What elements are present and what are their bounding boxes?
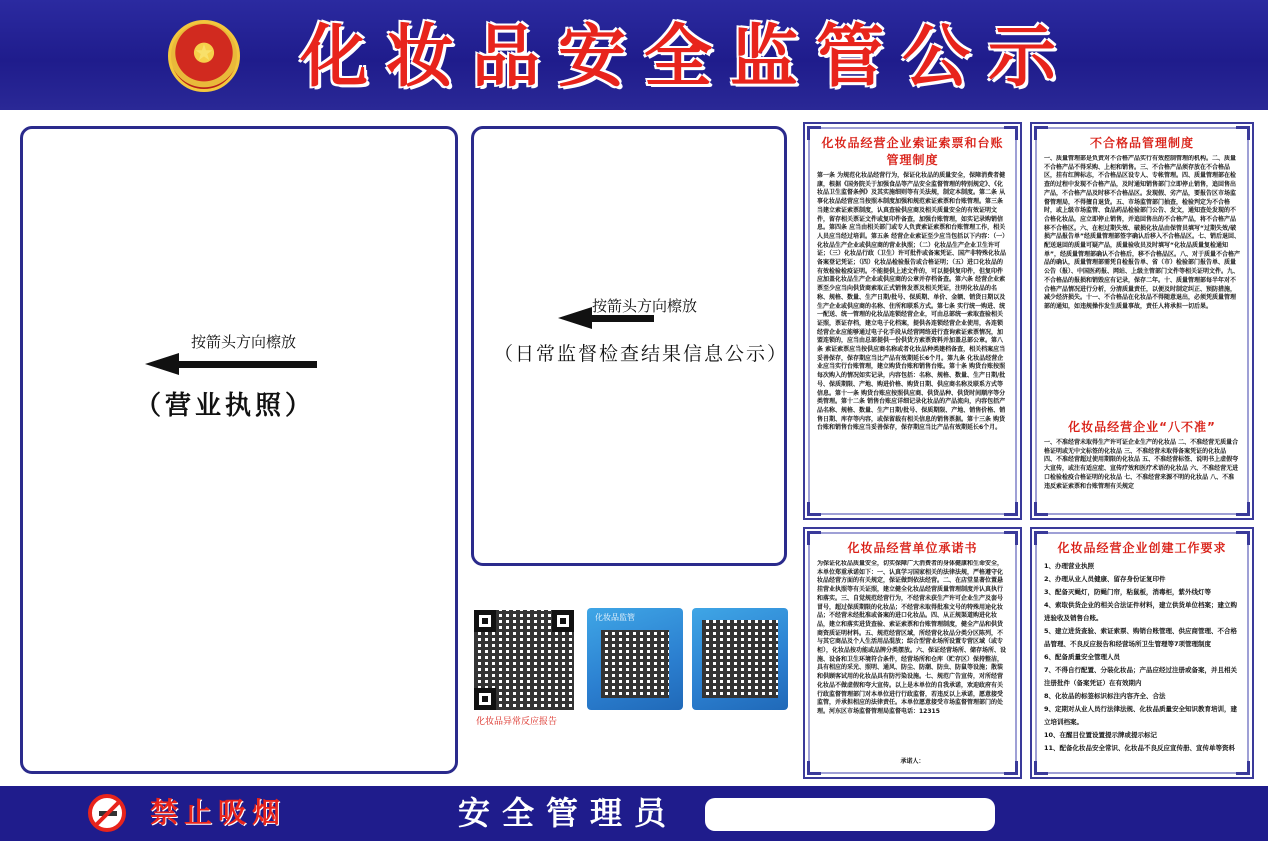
no-smoking-icon	[88, 794, 126, 832]
qr-code-image	[702, 620, 778, 698]
qr-card-1	[587, 608, 683, 710]
requirement-item: 4、索取供货企业的相关合法证件材料，建立供货单位档案；建立购进验收及销售台账。	[1044, 601, 1238, 622]
national-emblem-icon: ★	[168, 20, 240, 92]
requirement-item: 9、定期对从业人员行法律法规、化妆品质量安全知识教育培训，建立培训档案。	[1044, 705, 1238, 726]
header-banner	[0, 0, 1268, 110]
qr-card-2	[692, 608, 788, 710]
signature-label: 承诺人：	[900, 758, 925, 765]
qr-code-image	[601, 630, 669, 698]
left-arrow-icon	[145, 353, 317, 375]
requirement-item: 7、不得自行配置、分装化妆品；产品应经过注册或备案，并且相关注册批件（备案凭证）在有效期内	[1044, 666, 1238, 687]
no-smoking-label: 禁止吸烟	[150, 796, 287, 829]
commitment-doc	[803, 527, 1022, 779]
doc-title: 化妆品经营单位承诺书	[847, 541, 978, 555]
doc-body: 为保证化妆品质量安全，切实保障广大消费者的身体健康和生命安全，本单位郑重承诺如下：一、认真学习国家相关的法律法规，严格遵守化妆品经营方面的有关规定，保证做到依法经营。二、在店堂显著位置悬挂营业执照等有关证照，建立健全化妆品经营质量管理制度并认真执行和落实。三、自觉规范经营行为，不经营未获生产许可企业生产及套号冒号，超过保质期限的化妆品；不经营未取得批准文号的特殊用途化妆品；不经营未经批准或备案的进口化妆品。四、从正规渠道购进化妆品，建立和落实进货查验、索证索票和台账管理制度，健全产品和供货商资质证明材料。五、规范经营区域，所经营化妆品分类分区陈列，不与其它商品及个人生活用品混放；综合型营业场所设置专营区域（或专柜），化妆品按功能或品牌分类摆放。六、保证经营场所、储存场所、设施、设备和卫生环境符合条件，经营场所和仓库（贮存区）保持整洁，具有相应的采光、照明、通风、防尘、防潮、防虫、防鼠等设施；散装和供顾客试用的化妆品具有防污染设施。七、规范广告宣传，对所经营化妆品不做虚假和夸大宣传。以上是本单位的自我承诺，欢迎政府有关行政监督管理部门对本单位进行行政监督，若违反以上承诺，愿意接受监管，并承担相应的法律责任。本单位愿意接受市场监督管理部门的处理。河东区市场监督管理局监督电话：12315	[817, 560, 1007, 715]
requirements-doc	[1030, 527, 1254, 779]
requirement-item: 11、配备化妆品安全常识、化妆品不良反应宣传册、宣传单等资料	[1044, 744, 1236, 752]
doc-title: 不合格品管理制度	[1089, 136, 1194, 150]
doc-title: 化妆品经营企业创建工作要求	[1057, 541, 1227, 555]
business-license-panel	[20, 126, 458, 774]
doc-body: 一、质量管理部是负责对不合格产品实行有效控制管理的机构。二、质量不合格产品不得采购、上柜和销售。三、不合格产品须存放在不合格品区，挂有红牌标志，不合格品区设专人、专帐管理。四、质量管理部在检查的过程中发现不合格产品，及时通知销售部门立即停止销售，追回售出产品，不合格产品及时移不合格品区。发现假、劣产品，要报告区市场监督管理局，不得擅自退货。五、市场监管部门抽查，检验判定为不合格时，或上级市场监管、食品药品检验部门公告、发文，通知查处发现的不合格化妆品，应立即停止销售，并追回售出的不合格产品，将不合格产品移不合格区。六、在柜过期失效、破损化妆品由保管员填写“过期失效/破损产品报告单”经质量管理部签字确认后移入不合格品区。七、销后退回、配送退回的质量可疑产品，质量验收员及时填写“化妆品质量复检通知单”，经质量管理部确认不合格后，移不合格品区。八、对于质量不合格产品的确认，质量管理部需凭自检报告单、省（市）检验部门报告单、质量公告（报）、中国医药报、网站、上级主管部门文件等相关证明文件。九、不合格品的报损和销毁应有记录，保存二年。十、质量管理部每半年对不合格产品情况进行分析，分清质量责任，以便及时制定纠正、预防措施，减少经济损失。十一、不合格品在化妆品不得随意退出，必须凭质量管理部的通知，如违规操作发生质量事故，责任人将承担一切后果。	[1044, 155, 1240, 310]
safety-officer-field[interactable]	[705, 798, 995, 831]
doc-title: 化妆品经营企业索证索票和台账管理制度	[821, 136, 1004, 167]
left-arrow-icon	[558, 307, 654, 329]
arrow-hint: 按箭头方向檫放	[191, 333, 297, 351]
page-title: 化妆品安全监管公示	[300, 17, 1075, 97]
requirement-item: 5、建立进货查验、索证索票、购销台账管理、供应商管理、不合格品管理、不良反应报告和经营场所卫生管理等7项管理制度	[1044, 627, 1238, 648]
business-license-label: （营业执照）	[135, 391, 316, 421]
safety-officer-label: 安全管理员	[458, 794, 679, 832]
requirement-item: 3、配备灭蝇灯，防蝇门帘，粘鼠板，消毒柜，紫外线灯等	[1044, 588, 1212, 596]
doc-body: 一、不准经营未取得生产许可证企业生产的化妆品 二、不准经营无质量合格证明或无中文标签的化妆品 三、不准经营未取得备案凭证的化妆品 四、不准经营超过使用期限的化妆品 五、不准经营标签、说明书上虚假夸大宣传，或注有适应症、宣传疗效和医疗术语的化妆品 六、不准经营无进口检验检疫合格证明的化妆品 七、不准经营来源不明的化妆品 八、不准违反索证索票和台账管理有关规定	[1044, 439, 1239, 490]
requirement-item: 2、办理从业人员健康、留存身份证复印件	[1044, 575, 1166, 583]
doc-title: 化妆品经营企业“八不准”	[1068, 420, 1216, 434]
inspection-results-label: （日常监督检查结果信息公示）	[494, 343, 789, 365]
ticket-system-doc	[803, 122, 1022, 520]
qr-code-image	[474, 610, 574, 710]
requirement-item: 1、办理营业执照	[1044, 562, 1095, 570]
qr-card-caption: 化妆品监管	[595, 613, 635, 622]
nonconforming-doc	[1030, 122, 1254, 520]
qr-caption: 化妆品异常反应报告	[476, 717, 558, 727]
doc-body: 第一条 为规范化妆品经营行为，保证化妆品的质量安全，保障消费者健康，根据《国务院关于加强食品等产品安全监督管理的特别规定》、《化妆品卫生监督条例》及其实施细则等有关法规，制定本制度。第二条 从事化妆品经营应当按照本制度加强和规范索证索票和台账管理。第三条 当建立索证索票制度，认真查验供应商及相关质量安全的有效证明文件，留存相关票证文件或复印件备查，加强台账管理，如实记录购销信息。第四条 应当由相关部门或专人负责索证索票和台账管理工作，相关人员应当经过培训。第五条 经营企业索证至少应当包括以下内容：（一）化妆品生产企业或供应商的营业执照；（二）化妆品生产企业卫生许可证；（三）化妆品行政（卫生）许可批件或备案凭证、国产非特殊化妆品备案登记凭证；（四）化妆品检验报告或合格证明；（五）进口化妆品的有效检验检疫证明。不能提供上述文件的，可以提供复印件，但复印件应加盖化妆品生产企业或供应商的公章并存档备查。第六条 经营企业索票至少应当向供货商索取正式销售发票及相关凭证，注明化妆品的名称、规格、数量、生产日期/批号、保质期、单价、金额、销货日期以及生产企业或供应商的名称、住所和联系方式。第七条 实行统一购进、统一配送、统一管理的化妆品连锁经营企业，可由总部统一索取查验相关证照，票证存档，建立电子化档案，提供各连锁经营企业使用，各连锁经营企业应能够通过电子化手段从经营网络进行查询索证索票情况，加盟连锁的，应当由总部提供一份供货方索票资料并加盖总部公章。第八条 索证索票应当按供应商名称或者化妆品种类建档备查，相关档案应当妥善保存，保存期应当比产品有效期延长6个月。第九条 化妆品经营企业应当实行台账管理，建立购货台账和销售台账。第十条 购货台账按照每次购入的情况如实记录，内容包括：名称、规格、数量、生产日期/批号、保质期限、产地、购进价格、购货日期、供应商名称及联系方式等信息。第十一条 购货台账应按照供应商、供货品种、供货时间顺序等分类管理。第十二条 销售台账应详细记录化妆品的产品流向，内容包括产品名称、规格、数量、生产日期/批号、保质期限、产地、销售价格、销售日期、库存等内容，或保留载有相关信息的销售票据。第十三条 购货台账和销售台账应当妥善保存，保存期应当比产品有效期延长6个月。	[817, 172, 1007, 432]
requirement-item: 8、化妆品的标签标识标注内容齐全、合法	[1044, 692, 1166, 700]
inspection-results-panel	[471, 126, 787, 566]
arrow-hint: 按箭头方向檫放	[592, 297, 698, 315]
requirement-item: 10、在醒目位置设置提示牌或提示标记	[1044, 731, 1158, 739]
requirement-item: 6、配备质量安全管理人员	[1044, 653, 1121, 661]
footer-bar	[0, 786, 1268, 841]
